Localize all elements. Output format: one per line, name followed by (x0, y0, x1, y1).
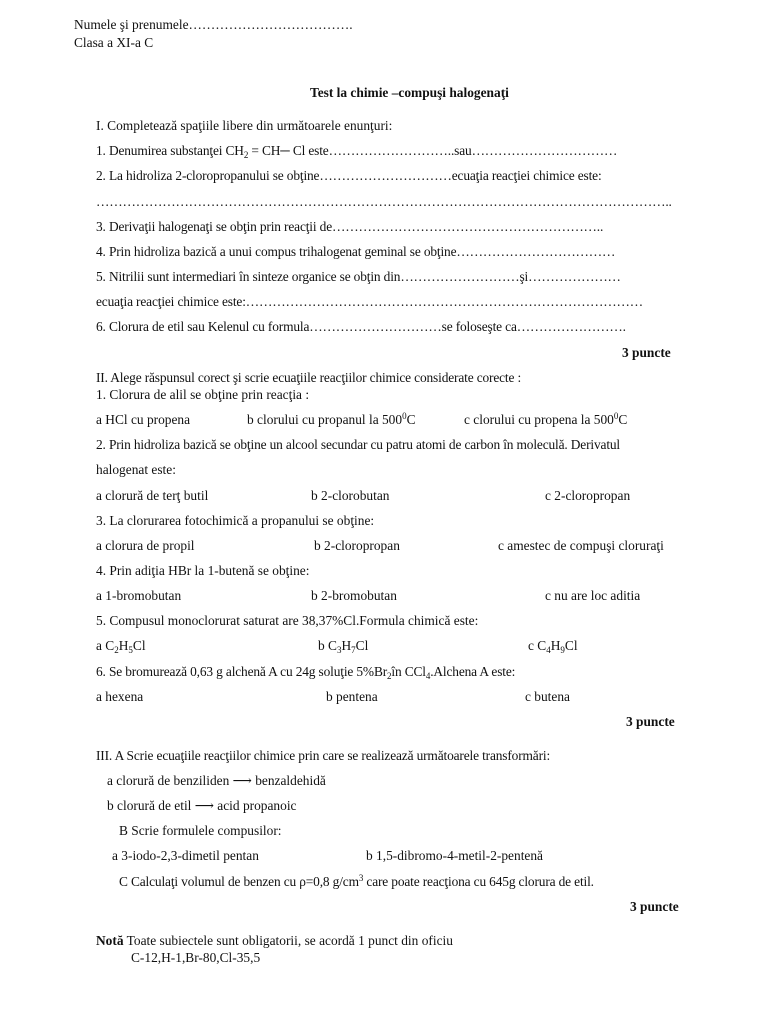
s2-q3-option-c: c amestec de compuşi cloruraţi (498, 538, 664, 553)
s2-q1-option-a: a HCl cu propena (96, 412, 191, 427)
s2-q2-option-b: b 2-clorobutan (311, 488, 390, 503)
atomic-masses: C-12,H-1,Br-80,Cl-35,5 (131, 950, 261, 965)
s2-question-2: 2. Prin hidroliza bazică se obţine un alcool secundar cu patru atomi de carbon în moleculă. Derivatul (96, 437, 621, 452)
s2-question-4: 4. Prin adiţia HBr la 1-butenă se obţine: (96, 563, 310, 578)
s2-q4-option-a: a 1-bromobutan (96, 588, 182, 603)
s1-question-5: 5. Nitrilii sunt intermediari în sinteze organice se obţin din………………………şi………………… (96, 269, 621, 284)
s2-q3-option-a: a clorura de propil (96, 538, 195, 553)
s1-question-5-continuation: ecuaţia reacţiei chimice este:……………………………………………………………………………… (96, 294, 643, 309)
s2-q5-option-b: b $C_3H_7Cl$ (318, 638, 369, 655)
s2-q1-option-c: c clorului cu propena la $500^0C$ (464, 411, 628, 427)
note-line: Notă Toate subiectele sunt obligatorii, se acordă 1 punct din oficiu (96, 933, 453, 948)
s3-a-transformation: a clorură de benziliden ⟶ benzaldehidă (107, 773, 326, 788)
page-title: Test la chimie –compuşi halogenaţi (310, 85, 509, 100)
s3-b-transformation: b clorură de etil ⟶ acid propanoic (107, 798, 297, 813)
s3-points: 3 puncte (630, 899, 679, 914)
class-label: Clasa a XI-a C (74, 35, 154, 50)
s1-question-4: 4. Prin hidroliza bazică a unui compus trihalogenat geminal se obţine……………………………… (96, 244, 616, 259)
s2-points: 3 puncte (626, 714, 675, 729)
s1-points: 3 puncte (622, 345, 671, 360)
name-field-label: Numele şi prenumele………………………………. (74, 17, 353, 32)
s1-question-3: 3. Derivaţii halogenaţi se obţin prin reacţii de…………………………………………………….. (96, 219, 604, 234)
s2-question-2-continuation: halogenat este: (96, 462, 176, 477)
s2-q4-option-b: b 2-bromobutan (311, 588, 397, 603)
s3-C-question: C Calculaţi volumul de benzen cu ρ=0,8 $g/cm^3$ care poate reacţiona cu 645g clorura de etil. (119, 873, 594, 889)
section-1-heading: I. Completează spaţiile libere din următoarele enunţuri: (96, 118, 393, 133)
s3-B-option-a: a 3-iodo-2,3-dimetil pentan (112, 848, 259, 863)
s2-question-6: 6. Se bromurează 0,63 g alchenă A cu 24g soluţie $5\%Br_2în$ CCl$_4$.Alchena A este: (96, 664, 516, 681)
s2-question-3: 3. La clorurarea fotochimică a propanului se obţine: (96, 513, 375, 528)
s2-question-5: 5. Compusul monoclorurat saturat are 38,37%Cl.Formula chimică este: (96, 613, 479, 628)
s1-question-1: 1. Denumirea substanţei $CH_2$ = CH─ Cl este………………………..sau…………………………… (96, 143, 618, 160)
s2-q5-option-a: a $C_2H_5Cl$ (96, 638, 146, 655)
s2-q6-option-a: a hexena (96, 689, 144, 704)
s2-q6-option-b: b pentena (326, 689, 378, 704)
s2-q2-option-a: a clorură de terţ butil (96, 488, 209, 503)
s2-q2-option-c: c 2-cloropropan (545, 488, 631, 503)
s1-question-2-continuation: ………………………………………………………………………………………………………………….. (96, 194, 672, 209)
s2-q4-option-c: c nu are loc aditia (545, 588, 641, 603)
s2-question-1: 1. Clorura de alil se obţine prin reacţia : (96, 387, 310, 402)
s2-q6-option-c: c butena (525, 689, 570, 704)
s1-question-2: 2. La hidroliza 2-cloropropanului se obţine…………………………ecuaţia reacţiei chimice este: (96, 168, 602, 183)
s2-q3-option-b: b 2-cloropropan (314, 538, 400, 553)
section-3-heading: III. A Scrie ecuaţiile reacţiilor chimice prin care se realizează următoarele transformări: (96, 748, 551, 763)
s3-B-option-b: b 1,5-dibromo-4-metil-2-pentenă (366, 848, 544, 863)
s2-q5-option-c: c $C_4H_9Cl$ (528, 638, 578, 655)
section-2-heading: II. Alege răspunsul corect şi scrie ecuaţiile reacţiilor chimice considerate corecte : (96, 370, 522, 385)
s2-q1-option-b: b clorului cu propanul la $500^0C$ (247, 411, 416, 427)
s3-B-heading: B Scrie formulele compusilor: (119, 823, 282, 838)
s1-question-6: 6. Clorura de etil sau Kelenul cu formula…………………………se foloseşte ca……………………. (96, 319, 626, 334)
